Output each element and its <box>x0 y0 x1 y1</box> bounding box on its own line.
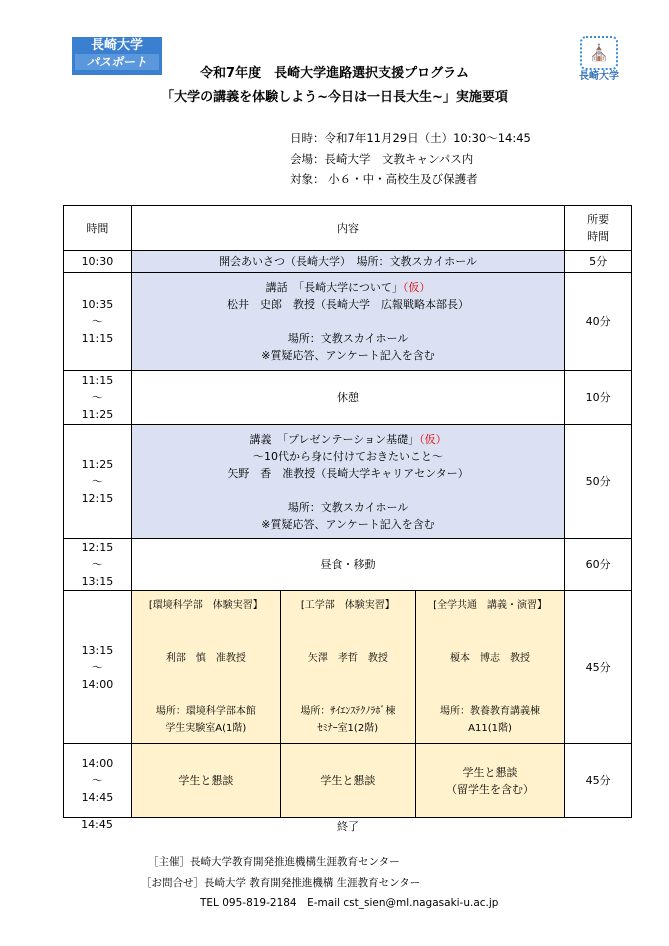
university-logo-name: 長崎大学 <box>579 71 619 82</box>
table-row <box>64 539 632 591</box>
table-row <box>64 371 632 425</box>
university-emblem-icon: ⛪ <box>580 36 618 70</box>
row-duration: 5分 <box>565 251 632 273</box>
table-header <box>64 206 632 251</box>
row-content: 休憩 <box>131 371 564 425</box>
header-content: 内容 <box>131 206 564 251</box>
row-time: 13:15 ～ 14:00 <box>64 591 132 744</box>
session-talk: 学生と懇談 <box>132 744 281 817</box>
info-venue: 会場：長崎大学 文教キャンパス内 <box>290 152 474 166</box>
row-content: 昼食・移動 <box>131 539 564 591</box>
row-duration: 10分 <box>565 371 632 425</box>
row-duration: 60分 <box>565 539 632 591</box>
session-talk: 学生と懇談 <box>281 744 416 817</box>
session-environment: [環境科学部 体験実習】 利部 慎 准教授 場所：環境科学部本館 学生実験室A(1階) <box>132 591 281 743</box>
header-time: 時間 <box>64 206 132 251</box>
row-time: 12:15 ～ 13:15 <box>64 539 132 591</box>
end-label: 終了 <box>337 820 359 833</box>
row-time: 11:25 ～ 12:15 <box>64 425 132 539</box>
title-line1: 令和7年度 長崎大学進路選択支援プログラム <box>200 66 469 81</box>
info-date: 日時：令和7年11月29日（土）10:30～14:45 <box>290 131 531 145</box>
row-time: 10:35 ～ 11:15 <box>64 273 132 371</box>
header-duration: 所要 時間 <box>565 206 632 251</box>
row-time: 10:30 <box>64 251 132 273</box>
title-line2: 「大学の講義を体験しよう~今日は一日長大生~」実施要項 <box>161 90 508 105</box>
logo-line1: 長崎大学 <box>90 38 143 53</box>
table-row <box>64 425 632 539</box>
table-row <box>64 273 632 371</box>
session-engineering: [工学部 体験実習】 矢澤 孝哲 教授 場所：ｻｲｴﾝｽﾃｸﾉﾗﾎﾞ棟 ｾﾐﾅｰ室1(2階) <box>281 591 416 743</box>
row-content: 講話 「長崎大学について」（仮） 松井 史郎 教授（長崎大学 広報戦略本部長） 場所：文教スカイホール ※質疑応答、アンケート記入を含む <box>131 273 564 371</box>
row-duration: 45分 <box>565 744 632 818</box>
footer-contact: ［お問合せ］長崎大学 教育開発推進機構 生涯教育センター <box>141 877 421 889</box>
row-content: 開会あいさつ（長崎大学） 場所：文教スカイホール <box>131 251 564 273</box>
table-row <box>64 251 632 273</box>
row-content: 講義 「プレゼンテーション基礎」（仮） ～10代から身に付けておきたいこと～ 矢野 香 准教授（長崎大学キャリアセンター） 場所：文教スカイホール ※質疑応答、アンケート記入を含む <box>131 425 564 539</box>
info-target: 対象： 小６・中・高校生及び保護者 <box>290 172 478 186</box>
row-duration: 45分 <box>565 591 632 744</box>
logo-line2: パスポート <box>75 54 159 70</box>
row-duration: 50分 <box>565 425 632 539</box>
end-time: 14:45 <box>81 818 113 831</box>
table-row <box>64 591 632 744</box>
footer-tel: TEL 095-819-2184 E-mail cst_sien@ml.nagasaki-u.ac.jp <box>200 897 499 909</box>
session-common: [全学共通 講義・演習】 榎本 博志 教授 場所：教養教育講義棟 A11(1階) <box>433 600 547 734</box>
row-content <box>131 591 564 744</box>
footer-organizer: ［主催］長崎大学教育開発推進機構生涯教育センター <box>148 856 400 868</box>
schedule-table <box>63 205 632 818</box>
row-content <box>131 744 564 818</box>
row-time: 11:15 ～ 11:25 <box>64 371 132 425</box>
row-time: 14:00 ～ 14:45 <box>64 744 132 818</box>
row-duration: 40分 <box>565 273 632 371</box>
table-row <box>64 744 632 818</box>
session-talk: 学生と懇談 （留学生を含む） <box>446 765 535 796</box>
